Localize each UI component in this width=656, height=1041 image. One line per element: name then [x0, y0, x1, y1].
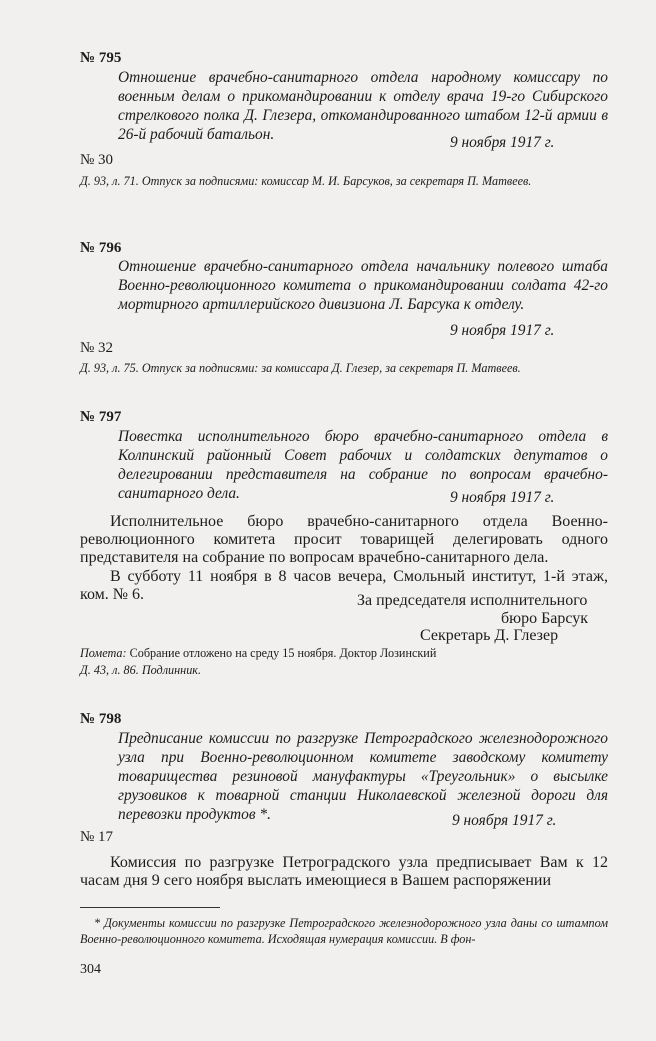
note-label: Помета: — [80, 646, 127, 660]
document-795-date: 9 ноября 1917 г. — [450, 134, 555, 151]
signature-line-2: бюро Барсук — [501, 610, 589, 627]
document-796-outgoing-number: № 32 — [80, 340, 114, 356]
document-798-paragraph-1: Комиссия по разгрузке Петроградского узла предписывает Вам к 12 часам дня 9 сего ноября выслать имеющиеся в Вашем распоряжении — [80, 854, 608, 889]
note-text: Собрание отложено на среду 15 ноября. Доктор Лозинский — [129, 646, 437, 660]
document-796-source: Д. 93, л. 75. Отпуск за подписями: за комиссара Д. Глезер, за секретаря П. Матвеев. — [80, 361, 521, 375]
document-797-paragraph-1: Исполнительное бюро врачебно-санитарного отдела Военно-революционного комитета просит товарищей делегировать одного представителя на собрание по вопросам врачебно-санитарного дела. — [80, 513, 608, 566]
document-number-798: № 798 — [80, 711, 122, 727]
document-798-title: Предписание комиссии по разгрузке Петроградского железнодорожного узла при Военно-революционном комитете заводскому комитету товарищества резиновой мануфактуры «Треугольник» о высылке грузовиков к товарной станции Николаевской железной дороги для перевозки продуктов *. — [118, 730, 608, 823]
document-number-796: № 796 — [80, 240, 122, 256]
document-795-outgoing-number: № 30 — [80, 152, 114, 168]
document-797-note — [80, 645, 608, 661]
signature-line-3: Секретарь Д. Глезер — [420, 627, 559, 644]
document-798-outgoing-number: № 17 — [80, 829, 114, 845]
document-797-date: 9 ноября 1917 г. — [450, 489, 555, 506]
page-number: 304 — [80, 962, 101, 977]
document-795-title: Отношение врачебно-санитарного отдела народному комиссару по военным делам о прикомандировании к отделу врача 19-го Сибирского стрелкового полка Д. Глезера, откомандированного штабом 12-й армии в 26-й рабочий батальон. — [118, 69, 608, 143]
document-796-title: Отношение врачебно-санитарного отдела начальнику полевого штаба Военно-революционного комитета о прикомандировании солдата 42-го мортирного артиллерийского дивизиона Л. Барсука к отделу. — [118, 258, 608, 313]
document-797-paragraph-2: В субботу 11 ноября в 8 часов вечера, Смольный институт, 1-й этаж, ком. № 6. — [80, 568, 608, 603]
document-795-source: Д. 93, л. 71. Отпуск за подписями: комиссар М. И. Барсуков, за секретаря П. Матвеев. — [80, 174, 532, 188]
document-number-797: № 797 — [80, 409, 122, 425]
footnote: * Документы комиссии по разгрузке Петроградского железнодорожного узла даны со штампом Военно-революционного комитета. Исходящая нумерация комиссии. В фон- — [80, 916, 608, 946]
document-797-title: Повестка исполнительного бюро врачебно-санитарного отдела в Колпинский районный Совет рабочих и солдатских депутатов о делегировании представителя на собрание по вопросам врачебно-санитарного дела. — [118, 428, 608, 502]
document-number-795: № 795 — [80, 50, 122, 66]
signature-line-1: За председателя исполнительного — [357, 592, 588, 609]
document-797-source: Д. 43, л. 86. Подлинник. — [80, 663, 202, 677]
document-798-date: 9 ноября 1917 г. — [452, 812, 557, 829]
document-796-date: 9 ноября 1917 г. — [450, 322, 555, 339]
footnote-rule — [80, 907, 220, 908]
